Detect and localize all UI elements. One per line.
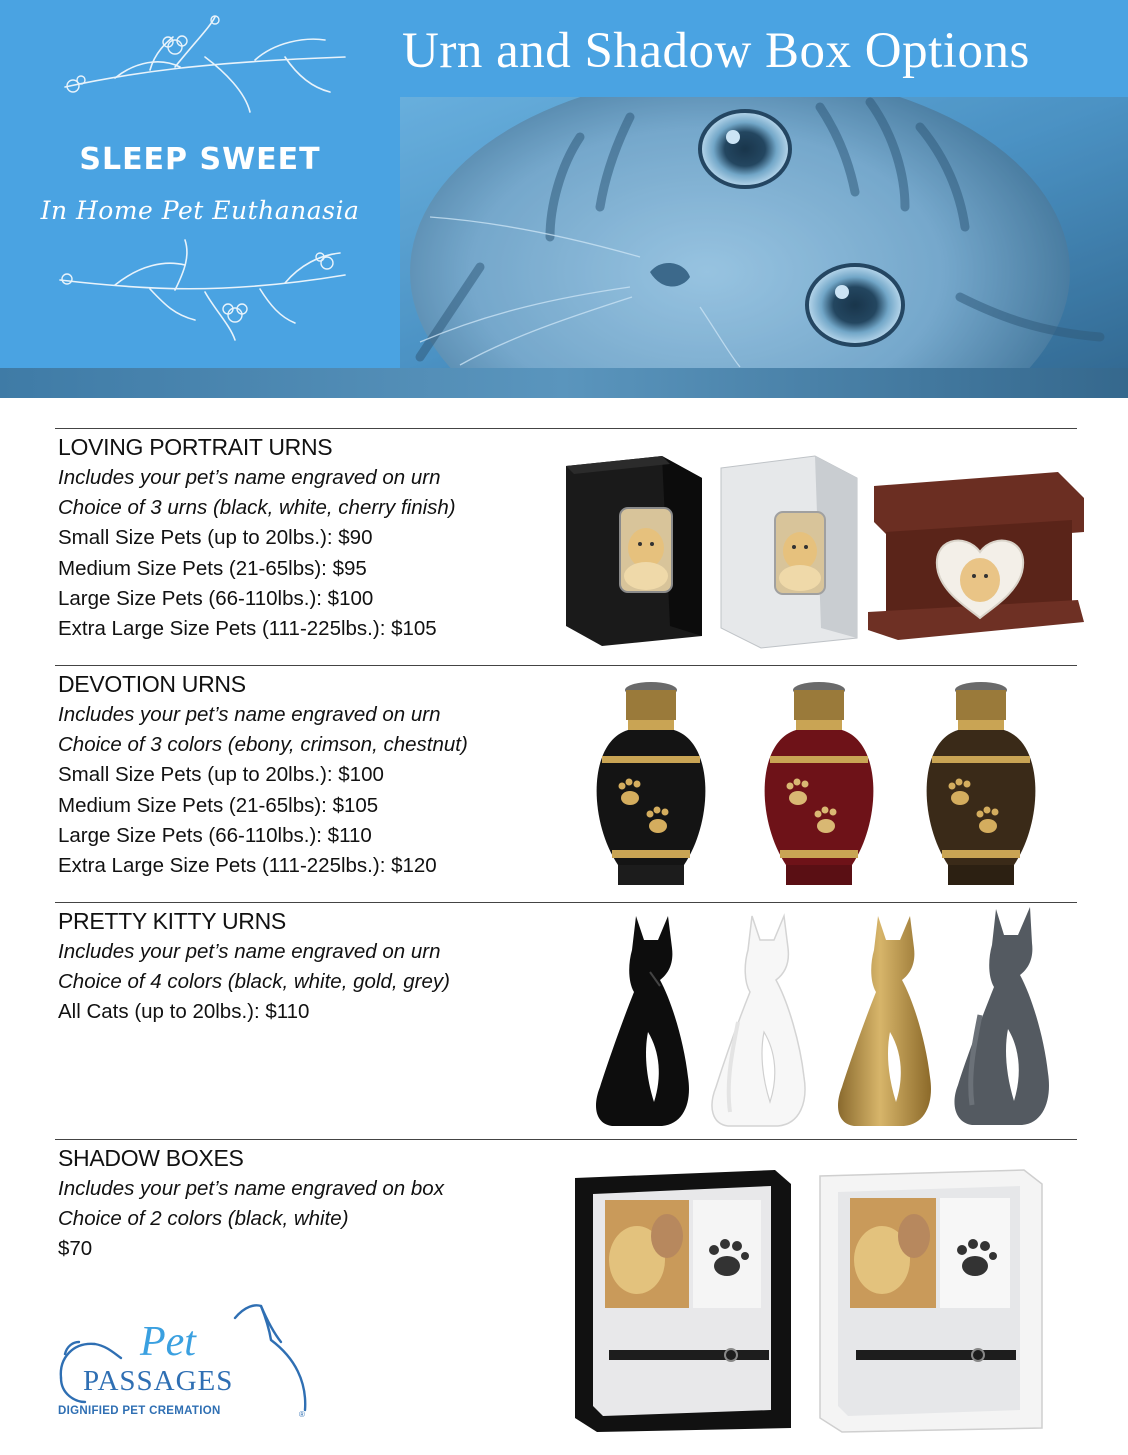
brand-tagline: In Home Pet Euthanasia: [40, 196, 360, 225]
kitten-photo: [400, 97, 1128, 368]
price-line: Large Size Pets (66-110lbs.): $100: [58, 586, 374, 610]
section-title: DEVOTION URNS: [58, 671, 246, 697]
grey-cat-urn: [950, 905, 1060, 1127]
price-line: Large Size Pets (66-110lbs.): $110: [58, 823, 372, 847]
price-line: Extra Large Size Pets (111-225lbs.): $105: [58, 617, 437, 641]
price-line: Small Size Pets (up to 20lbs.): $90: [58, 526, 373, 550]
feature-line: Choice of 3 urns (black, white, cherry finish): [58, 496, 456, 520]
floral-sprig-bottom-icon: [55, 235, 355, 345]
section-divider: [55, 1139, 1077, 1140]
white-shadow-box: [820, 1170, 1046, 1432]
section-divider: [55, 428, 1077, 429]
chestnut-paw-urn: [918, 680, 1044, 888]
section-shadow-boxes: [58, 1142, 598, 1265]
white-portrait-urn: [717, 456, 863, 648]
price-line: $70: [58, 1237, 93, 1261]
brand-name: SLEEP SWEET: [79, 142, 321, 177]
section-title: PRETTY KITTY URNS: [58, 908, 286, 934]
pet-script-word: Pet: [140, 1319, 196, 1365]
ebony-paw-urn: [588, 680, 714, 888]
logo-tagline: DIGNIFIED PET CREMATION: [58, 1405, 221, 1417]
section-loving-portrait-urns: [58, 431, 598, 644]
feature-line: Includes your pet’s name engraved on urn: [58, 703, 441, 726]
black-portrait-urn: [562, 456, 710, 646]
passages-word: PASSAGES: [83, 1365, 234, 1397]
black-shadow-box: [575, 1170, 795, 1432]
cherry-heart-urn: [868, 472, 1088, 642]
floral-sprig-top-icon: [55, 12, 355, 122]
section-divider: [55, 665, 1077, 666]
feature-line: Choice of 4 colors (black, white, gold, grey): [58, 970, 450, 994]
price-line: All Cats (up to 20lbs.): $110: [58, 1000, 310, 1024]
section-pretty-kitty-urns: [58, 905, 598, 1028]
price-line: Extra Large Size Pets (111-225lbs.): $120: [58, 854, 437, 878]
hero-bottom-band: [0, 368, 1128, 398]
feature-line: Choice of 2 colors (black, white): [58, 1207, 349, 1231]
black-cat-urn: [592, 912, 700, 1128]
feature-line: Includes your pet’s name engraved on urn: [58, 940, 441, 963]
page-title: Urn and Shadow Box Options: [402, 23, 1030, 79]
white-cat-urn: [708, 912, 816, 1128]
section-title: LOVING PORTRAIT URNS: [58, 434, 333, 460]
registered-mark: ®: [299, 1410, 305, 1419]
feature-line: Choice of 3 colors (ebony, crimson, chestnut): [58, 733, 468, 757]
crimson-paw-urn: [756, 680, 882, 888]
section-devotion-urns: [58, 668, 598, 881]
price-line: Small Size Pets (up to 20lbs.): $100: [58, 763, 384, 787]
gold-cat-urn: [834, 912, 942, 1128]
feature-line: Includes your pet’s name engraved on box: [58, 1177, 444, 1200]
section-title: SHADOW BOXES: [58, 1145, 244, 1171]
feature-line: Includes your pet’s name engraved on urn: [58, 466, 441, 489]
section-divider: [55, 902, 1077, 903]
price-line: Medium Size Pets (21-65lbs): $105: [58, 793, 379, 817]
price-line: Medium Size Pets (21-65lbs): $95: [58, 556, 367, 580]
